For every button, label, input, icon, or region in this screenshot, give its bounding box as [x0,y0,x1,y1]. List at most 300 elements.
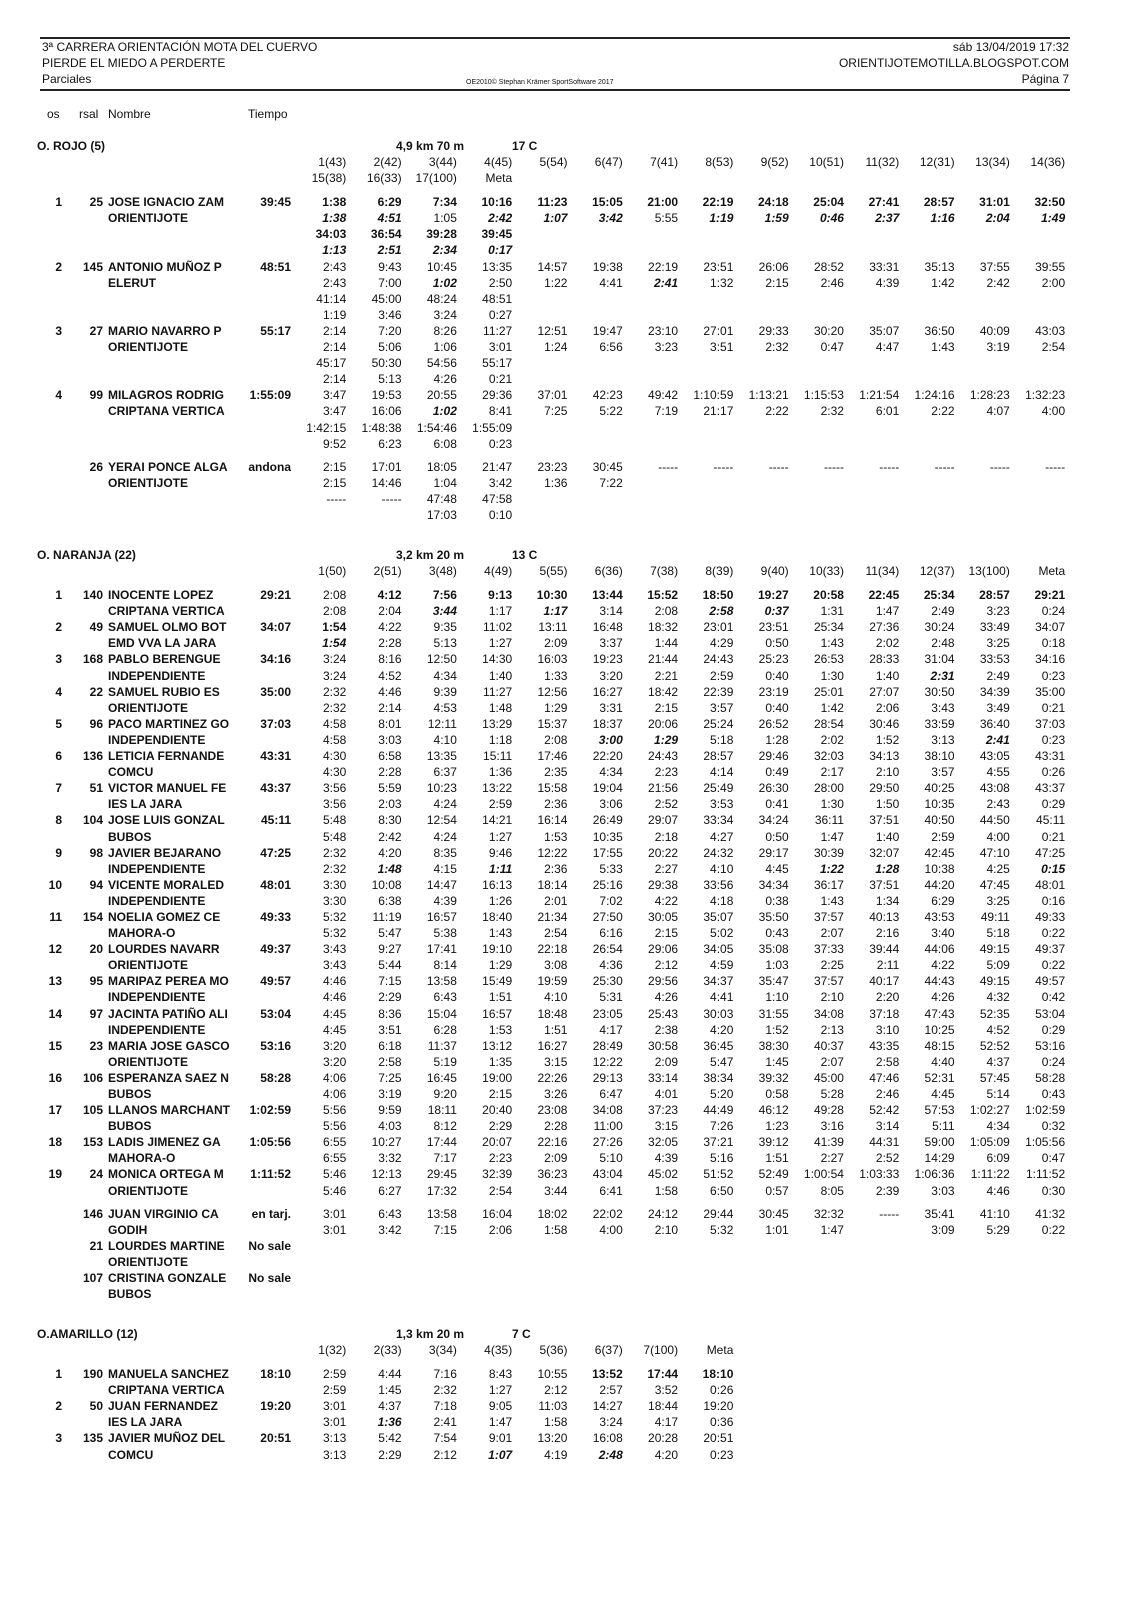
cumulative-time: 26:53 [813,652,844,667]
print-datetime: sáb 13/04/2019 17:32 [952,40,1069,54]
cumulative-time: 32:07 [869,845,900,860]
course-section [0,547,1131,1302]
runner-position: 2 [55,1399,62,1414]
runner-position: 1 [55,195,62,210]
cumulative-time: 3:30 [322,877,347,892]
cumulative-time: 1:02:27 [969,1103,1010,1118]
cumulative-time: 43:04 [592,1167,623,1182]
cumulative-time: 24:12 [648,1206,679,1221]
cumulative-time: 26:52 [758,716,789,731]
cumulative-time: 30:50 [924,684,955,699]
cumulative-time: 36:45 [703,1038,734,1053]
split-time: 2:57 [599,1383,623,1398]
runner-line-split [0,275,1131,291]
split-time: 6:38 [378,893,402,908]
split-time: 3:30 [322,893,347,908]
cumulative-time: 31:04 [924,652,955,667]
split-time: 1:27 [488,829,513,844]
cumulative-time: 45:17 [316,356,347,371]
runner-bib: 50 [89,1399,103,1414]
split-time: 1:29 [654,732,679,747]
split-time: 6:09 [986,1151,1010,1166]
cumulative-time: 29:46 [758,749,789,764]
split-time: 10:38 [924,861,955,876]
runner-name: MARIPAZ PEREA MO [108,974,229,989]
empty-cell [0,170,62,186]
split-time: 4:46 [322,990,347,1005]
empty-cell [103,307,240,323]
split-time: 5:47 [710,1054,734,1069]
cumulative-time: 38:30 [758,1038,789,1053]
split-time: 3:01 [322,1222,347,1237]
split-time: 5:46 [322,1183,347,1198]
cumulative-time: 14:47 [426,877,457,892]
empty-cell [0,829,62,845]
empty-cell [0,420,62,436]
split-time: 0:27 [488,307,513,322]
split-time: 1:40 [875,668,900,683]
cumulative-time: 35:50 [758,909,789,924]
split-time: 1:05 [433,211,457,226]
course-header [0,547,1131,563]
cumulative-time: 25:01 [813,684,844,699]
cumulative-time: 10:23 [426,781,457,796]
runner-name: JOSE IGNACIO ZAM [108,195,225,210]
control-label: 10(51) [809,155,844,169]
cumulative-time: 46:12 [758,1103,789,1118]
runner-time: 37:03 [260,716,291,731]
control-label: 11(34) [865,564,900,578]
empty-cell [240,1222,291,1238]
runner-bib: 105 [82,1103,103,1118]
cumulative-time: 51:52 [703,1167,734,1182]
split-time: 2:42 [986,275,1010,290]
cumulative-time: 3:24 [322,652,347,667]
course-name: O. ROJO (5) [37,139,106,153]
cumulative-time: 20:07 [482,1135,513,1150]
cumulative-time: 11:27 [483,323,513,338]
runner-line-cumulative-2 [0,226,1131,242]
empty-cell [0,1286,62,1302]
split-time: 6:01 [875,404,900,419]
cumulative-time: 49:42 [648,388,679,403]
column-header-time: Tiempo [248,107,288,121]
split-time: 2:50 [488,275,513,290]
empty-cell [240,732,291,748]
runner-name: ANTONIO MUÑOZ P [108,259,222,274]
runner-club: CRIPTANA VERTICA [108,1383,225,1398]
empty-cell [0,700,62,716]
runner-bib: 25 [89,195,103,210]
runner-club: INDEPENDIENTE [108,668,206,683]
split-time: 3:44 [544,1183,568,1198]
split-time: 2:28 [544,1119,568,1134]
split-time: 6:41 [599,1183,623,1198]
split-time: 0:22 [1041,958,1066,973]
empty-cell [62,226,103,242]
runner-line-cumulative [0,323,1131,339]
split-time: 17:03 [426,507,457,522]
runner-line-split [0,1414,1131,1430]
split-time: 5:32 [710,1222,734,1237]
split-time: 3:09 [931,1222,955,1237]
cumulative-time: 36:17 [813,877,844,892]
cumulative-time: 19:00 [482,1070,513,1085]
runner-line-cumulative [0,1430,1131,1446]
cumulative-time: 25:16 [592,877,623,892]
split-time: 4:06 [322,1087,347,1101]
split-time: 1:51 [765,1151,789,1166]
cumulative-time: 35:41 [924,1206,955,1221]
cumulative-time: 1:55:09 [472,420,513,435]
cumulative-time: 49:37 [1035,942,1066,957]
split-time: 2:14 [322,372,347,387]
cumulative-time: 26:30 [758,781,789,796]
split-time: 1:28 [765,732,789,747]
runner-name: JAVIER MUÑOZ DEL [108,1431,226,1446]
split-time: 2:09 [654,1054,679,1069]
empty-cell [240,1414,291,1430]
cumulative-time: 9:39 [433,684,457,699]
split-time: 1:43 [820,893,844,908]
split-time: 5:20 [710,1087,734,1101]
runner-bib: 95 [89,974,103,989]
split-time: 5:56 [322,1119,347,1134]
cumulative-time: 22:02 [592,1206,623,1221]
course-distance: 4,9 km 70 m [396,139,465,153]
empty-cell [0,796,62,812]
empty-cell [103,507,240,523]
runner-line-cumulative [0,459,1131,475]
cumulative-time: 2:32 [322,845,347,860]
cumulative-time: 39:32 [758,1070,789,1085]
runner-time: 49:33 [260,909,291,924]
empty-cell [103,563,240,579]
cumulative-time: 43:35 [869,1038,900,1053]
empty-cell [62,635,103,651]
cumulative-time: 30:03 [703,1006,734,1021]
split-time: 4:27 [710,829,734,844]
runner-name: PACO MARTINEZ GO [108,716,230,731]
cumulative-time: ----- [989,459,1010,474]
runner-line-cumulative [0,194,1131,210]
course-control-count: 7 C [512,1327,531,1341]
split-time: 0:21 [1041,700,1066,715]
cumulative-time: 2:59 [322,1367,347,1382]
cumulative-time: 38:10 [924,749,955,764]
control-label: 10(33) [809,564,844,578]
cumulative-time: 48:24 [426,291,457,306]
cumulative-time: 40:25 [924,781,955,796]
runner-club: MAHORA-O [108,1151,176,1166]
control-label: 2(33) [373,1343,402,1357]
cumulative-time: 44:50 [979,813,1010,828]
cumulative-time: 16:45 [426,1070,457,1085]
split-time: 4:10 [544,990,568,1005]
cumulative-time: 28:57 [979,588,1010,603]
cumulative-time: 25:24 [703,716,734,731]
cumulative-time: 1:05:09 [969,1135,1010,1150]
cumulative-time: 7:56 [432,588,457,603]
cumulative-time: 43:37 [1035,781,1066,796]
split-time: 5:22 [599,404,623,419]
split-time: 3:00 [598,732,623,747]
empty-cell [0,371,62,387]
split-time: 9:52 [322,436,347,451]
split-time: 2:41 [654,275,679,290]
runner-time: 45:11 [260,813,291,828]
runner-line-cumulative [0,780,1131,796]
cumulative-time: 45:11 [1036,813,1066,828]
cumulative-time: 49:57 [1035,974,1066,989]
empty-cell [240,507,291,523]
control-label: 17(100) [415,171,457,186]
runner-line-split [0,403,1131,419]
cumulative-time: 35:07 [703,909,734,924]
cumulative-time: 10:45 [426,259,457,274]
split-time: 1:43 [931,340,955,355]
split-time: 4:46 [986,1183,1010,1198]
cumulative-time: 10:08 [371,877,402,892]
cumulative-time: 4:20 [378,845,402,860]
cumulative-time: 35:08 [758,942,789,957]
cumulative-time: 15:49 [482,974,513,989]
empty-cell [240,1342,291,1358]
empty-cell [240,1183,291,1199]
runner-club: EMD VVA LA JARA [108,636,217,651]
runner-time: 47:25 [260,845,291,860]
split-time: 1:01 [765,1222,789,1237]
cumulative-time: 2:08 [322,588,347,603]
cumulative-time: 16:57 [426,909,457,924]
runner-bib: 140 [82,588,103,603]
split-time: 1:52 [875,732,900,747]
cumulative-time: 33:14 [648,1070,679,1085]
split-time: 3:49 [986,700,1010,715]
runner-name: VICENTE MORALED [108,877,225,892]
split-time: 2:43 [322,275,347,290]
split-time: 1:48 [377,861,402,876]
runner-line-cumulative [0,877,1131,893]
empty-cell [0,1447,62,1463]
cumulative-time: 30:20 [813,323,844,338]
cumulative-time: 49:11 [980,909,1010,924]
cumulative-time: 5:56 [322,1103,347,1118]
runner-bib: 26 [89,459,103,474]
runner-name: CRISTINA GONZALE [108,1271,227,1286]
split-time: 0:21 [488,372,513,387]
split-time: 3:01 [322,1415,347,1430]
runner-bib: 107 [82,1271,103,1286]
cumulative-time: 16:14 [537,813,568,828]
runner-row [0,684,1131,716]
cumulative-time: 21:47 [482,459,513,474]
empty-cell [62,475,103,491]
split-time: 2:29 [488,1119,513,1134]
split-time: 4:41 [710,990,734,1005]
split-time: 0:23 [1041,668,1066,683]
cumulative-time: 13:12 [482,1038,513,1053]
runner-bib: 104 [82,813,103,828]
cumulative-time: 37:18 [869,1006,900,1021]
cumulative-time: 19:20 [703,1399,734,1414]
cumulative-time: 8:43 [488,1367,513,1382]
empty-cell [0,1414,62,1430]
split-time: 1:42 [820,700,844,715]
runner-name: MARIO NAVARRO P [108,323,222,338]
split-time: 1:30 [820,797,844,812]
cumulative-time: 26:06 [758,259,789,274]
runner-club: BUBOS [108,1119,152,1134]
cumulative-time: 9:43 [378,259,402,274]
split-time: 1:51 [488,990,513,1005]
split-time: 4:15 [433,861,457,876]
split-time: 1:52 [765,1022,789,1037]
cumulative-time: 34:08 [592,1103,623,1118]
split-time: 3:20 [322,1054,347,1069]
split-time: 6:16 [599,926,623,941]
runner-line-cumulative [0,387,1131,403]
split-time: 6:29 [931,893,955,908]
cumulative-time: 22:16 [537,1135,568,1150]
runner-line-split [0,1022,1131,1038]
split-time: 3:14 [875,1119,900,1134]
cumulative-time: 19:10 [482,942,513,957]
empty-cell [240,307,291,323]
cumulative-time: 19:23 [592,652,623,667]
split-time: 2:08 [654,604,679,619]
runner-line-cumulative [0,1206,1131,1222]
runner-club: ORIENTIJOTE [108,211,189,226]
empty-cell [62,339,103,355]
split-time: 3:20 [599,668,623,683]
empty-cell [62,957,103,973]
split-time: 4:24 [433,797,457,812]
cumulative-time: 18:05 [426,459,457,474]
split-time: 4:52 [986,1022,1010,1037]
runner-row [0,716,1131,748]
runner-line-cumulative-2 [0,355,1131,371]
split-time: 2:46 [820,275,844,290]
split-time: 2:58 [875,1054,900,1069]
empty-cell [0,507,62,523]
cumulative-time: 16:04 [482,1206,513,1221]
cumulative-time: 37:01 [537,388,568,403]
cumulative-time: 6:58 [378,749,402,764]
split-time: 3:25 [986,636,1010,651]
cumulative-time: 1:21:54 [859,388,900,403]
split-time: 3:25 [986,893,1010,908]
split-time: 2:52 [654,797,679,812]
cumulative-time: 7:34 [432,195,457,210]
split-time: 5:14 [986,1087,1010,1101]
split-time: 2:18 [654,829,679,844]
runner-line-cumulative-2 [0,491,1131,507]
cumulative-time: 18:02 [537,1206,568,1221]
runner-line-cumulative [0,1166,1131,1182]
runner-line-cumulative [0,973,1131,989]
cumulative-time: 16:27 [537,1038,568,1053]
cumulative-time: 30:46 [869,716,900,731]
cumulative-time: 27:26 [592,1135,623,1150]
cumulative-time: 26:54 [592,942,623,957]
split-time: 6:28 [433,1022,457,1037]
runner-row [0,812,1131,844]
runner-club: ORIENTIJOTE [108,958,189,973]
split-time: 1:45 [378,1383,402,1398]
cumulative-time: 23:23 [537,459,568,474]
split-time: 4:51 [377,211,402,226]
split-time: 2:27 [654,861,679,876]
runner-row [0,1366,1131,1398]
empty-cell [240,1286,291,1302]
split-time: 1:36 [488,765,513,780]
runner-bib: 21 [89,1238,103,1253]
runner-time: No sale [248,1238,291,1253]
cumulative-time: 35:47 [758,974,789,989]
split-time: 2:00 [1041,275,1066,290]
runner-position: 4 [55,388,62,403]
runner-line-split [0,1183,1131,1199]
cumulative-time: 18:10 [702,1367,734,1382]
split-time: 3:01 [488,340,513,355]
empty-cell [62,436,103,452]
split-time: 2:10 [654,1222,679,1237]
website: ORIENTIJOTEMOTILLA.BLOGSPOT.COM [838,56,1069,70]
runner-bib: 51 [89,781,103,796]
control-label: 8(39) [705,564,734,578]
empty-cell [0,732,62,748]
cumulative-time: 16:57 [482,1006,513,1021]
split-time: 5:02 [710,926,734,941]
empty-cell [240,1150,291,1166]
cumulative-time: 1:32:23 [1025,388,1066,403]
split-time: 2:48 [598,1447,623,1462]
split-time: 2:29 [378,1447,402,1462]
runner-bib: 23 [89,1038,103,1053]
runner-line-split [0,210,1131,226]
split-time: 0:29 [1041,797,1066,812]
split-time: 2:59 [710,668,734,683]
split-time: 2:08 [322,604,347,619]
runner-line-cumulative-2 [0,420,1131,436]
cumulative-time: 12:51 [537,323,568,338]
split-time: 0:18 [1041,636,1066,651]
split-time: 5:10 [599,1151,623,1166]
runner-bib: 96 [89,716,103,731]
header-top-rule [40,37,1070,39]
split-time: 2:54 [544,926,568,941]
empty-cell [103,1342,240,1358]
runner-list [0,1366,1131,1463]
cumulative-time: 29:21 [1034,588,1066,603]
runner-position: 8 [55,813,62,828]
cumulative-time: 24:32 [703,845,734,860]
empty-cell [62,732,103,748]
empty-cell [240,700,291,716]
runner-name: JAVIER BEJARANO [108,845,222,860]
runner-time: 53:04 [260,1006,291,1021]
cumulative-time: 4:37 [378,1399,402,1414]
cumulative-time: 20:06 [648,716,679,731]
runner-time: 29:21 [260,588,291,603]
split-time: 3:53 [710,797,734,812]
empty-cell [240,957,291,973]
cumulative-time: 43:03 [1035,323,1066,338]
cumulative-time: 22:18 [537,942,568,957]
cumulative-time: 5:42 [378,1431,402,1446]
cumulative-time: 25:34 [813,620,844,635]
